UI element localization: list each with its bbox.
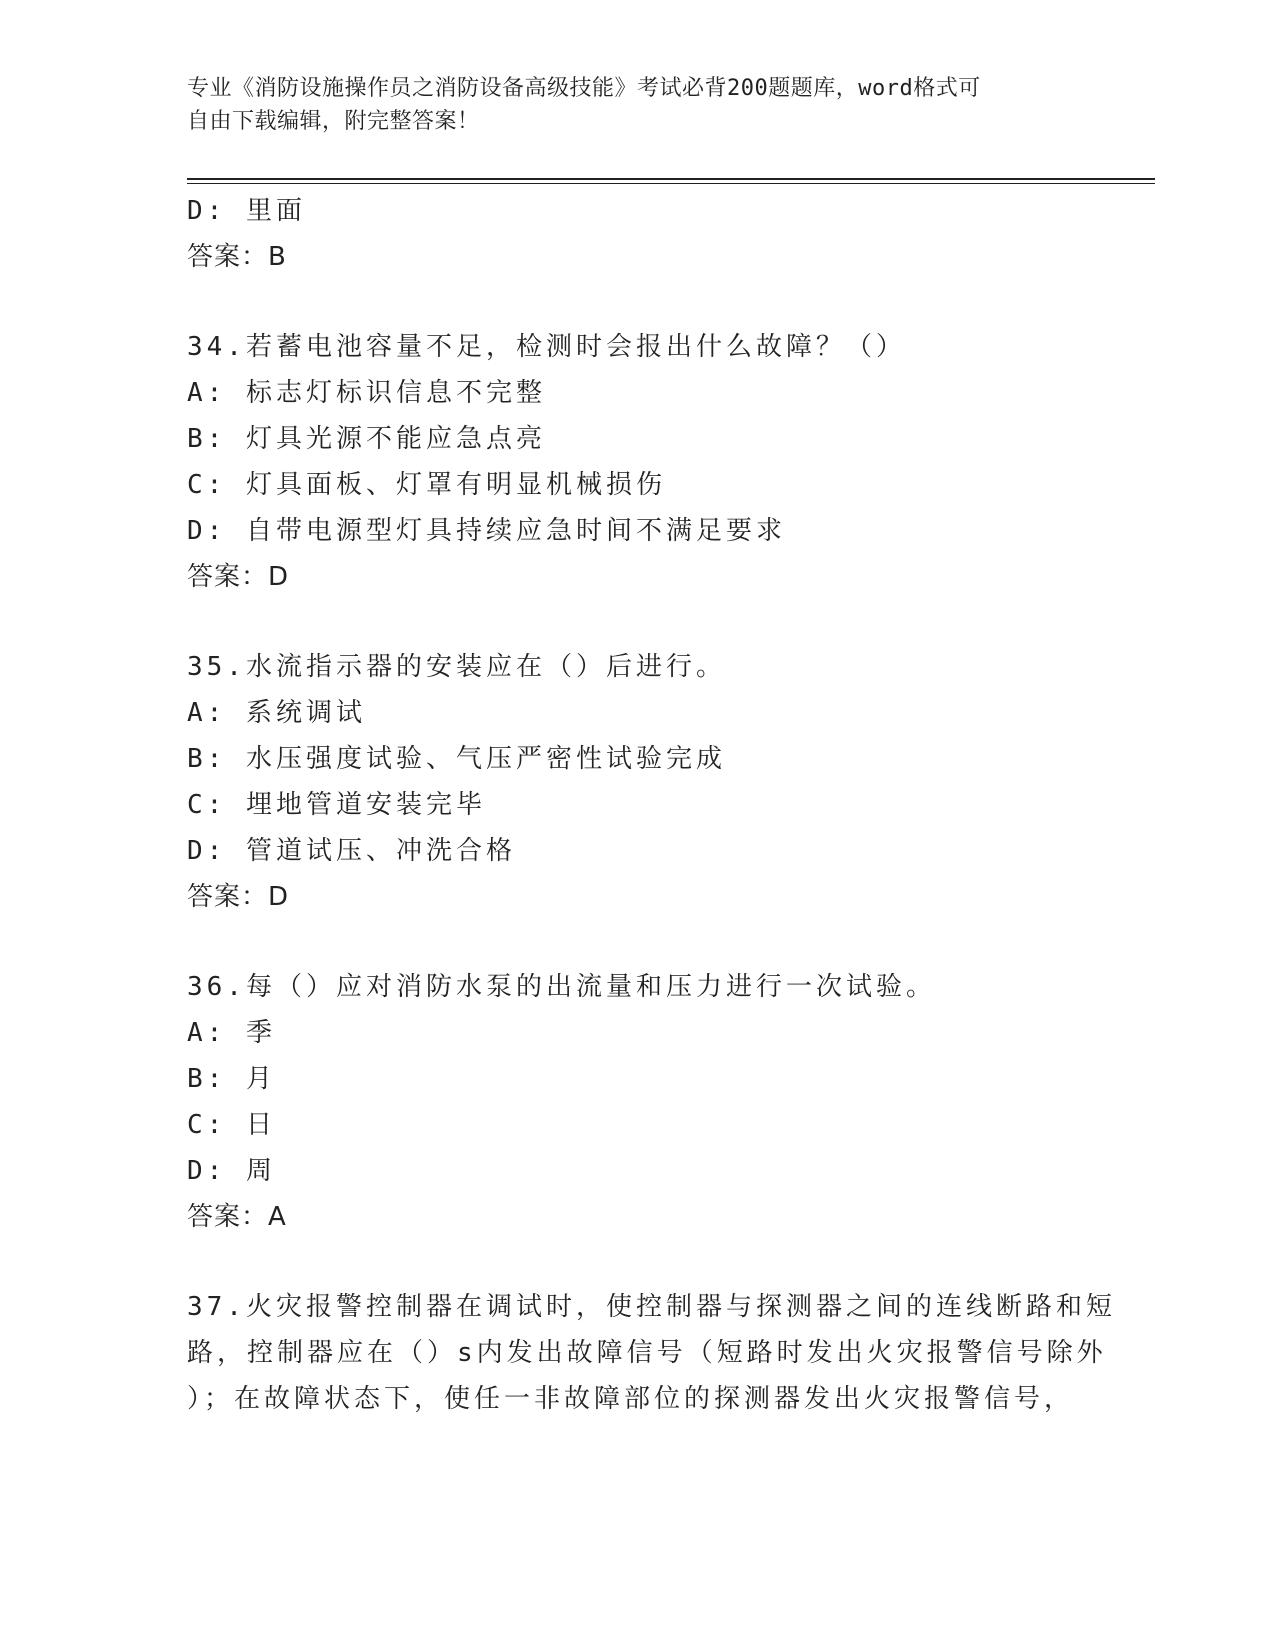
option-c: C: 灯具面板、灯罩有明显机械损伤 [187,470,666,500]
question-stem-line-2: 路，控制器应在（）s内发出故障信号（短路时发出火灾报警信号除外 [187,1338,1107,1368]
header-line-2: 自由下载编辑，附完整答案！ [187,109,480,134]
document-header [187,72,1087,138]
question-stem-line-1: 37.火灾报警控制器在调试时，使控制器与探测器之间的连线断路和短 [187,1292,1116,1322]
option-a: A: 季 [187,1018,276,1048]
header-divider-thin [187,183,1155,184]
option-d: D: 管道试压、冲洗合格 [187,836,516,866]
answer-label: 答案：A [187,1202,287,1232]
answer-label: 答案：B [187,242,287,272]
question-35 [187,644,1087,920]
answer-label: 答案：D [187,882,290,912]
option-a: A: 系统调试 [187,698,366,728]
option-b: B: 月 [187,1064,276,1094]
answer-label: 答案：D [187,562,290,592]
question-stem: 34.若蓄电池容量不足，检测时会报出什么故障？（） [187,332,906,362]
question-34 [187,324,1087,600]
option-d: D: 自带电源型灯具持续应急时间不满足要求 [187,516,786,546]
question-stem: 36.每（）应对消防水泵的出流量和压力进行一次试验。 [187,972,936,1002]
option-d: D: 周 [187,1156,276,1186]
header-divider-thick [187,178,1155,180]
question-33-tail [187,188,1087,280]
option-b: B: 水压强度试验、气压严密性试验完成 [187,744,726,774]
question-36 [187,964,1087,1240]
question-stem: 35.水流指示器的安装应在（）后进行。 [187,652,726,682]
option-c: C: 埋地管道安装完毕 [187,790,486,820]
question-list [187,188,1116,1422]
header-line-1: 专业《消防设施操作员之消防设备高级技能》考试必背200题题库，word格式可 [187,76,981,101]
question-stem-line-3: ）；在故障状态下，使任一非故障部位的探测器发出火灾报警信号， [187,1384,1075,1414]
question-37 [187,1284,1116,1422]
option-c: C: 日 [187,1110,276,1140]
option-d: D: 里面 [187,196,306,226]
option-b: B: 灯具光源不能应急点亮 [187,424,546,454]
option-a: A: 标志灯标识信息不完整 [187,378,546,408]
